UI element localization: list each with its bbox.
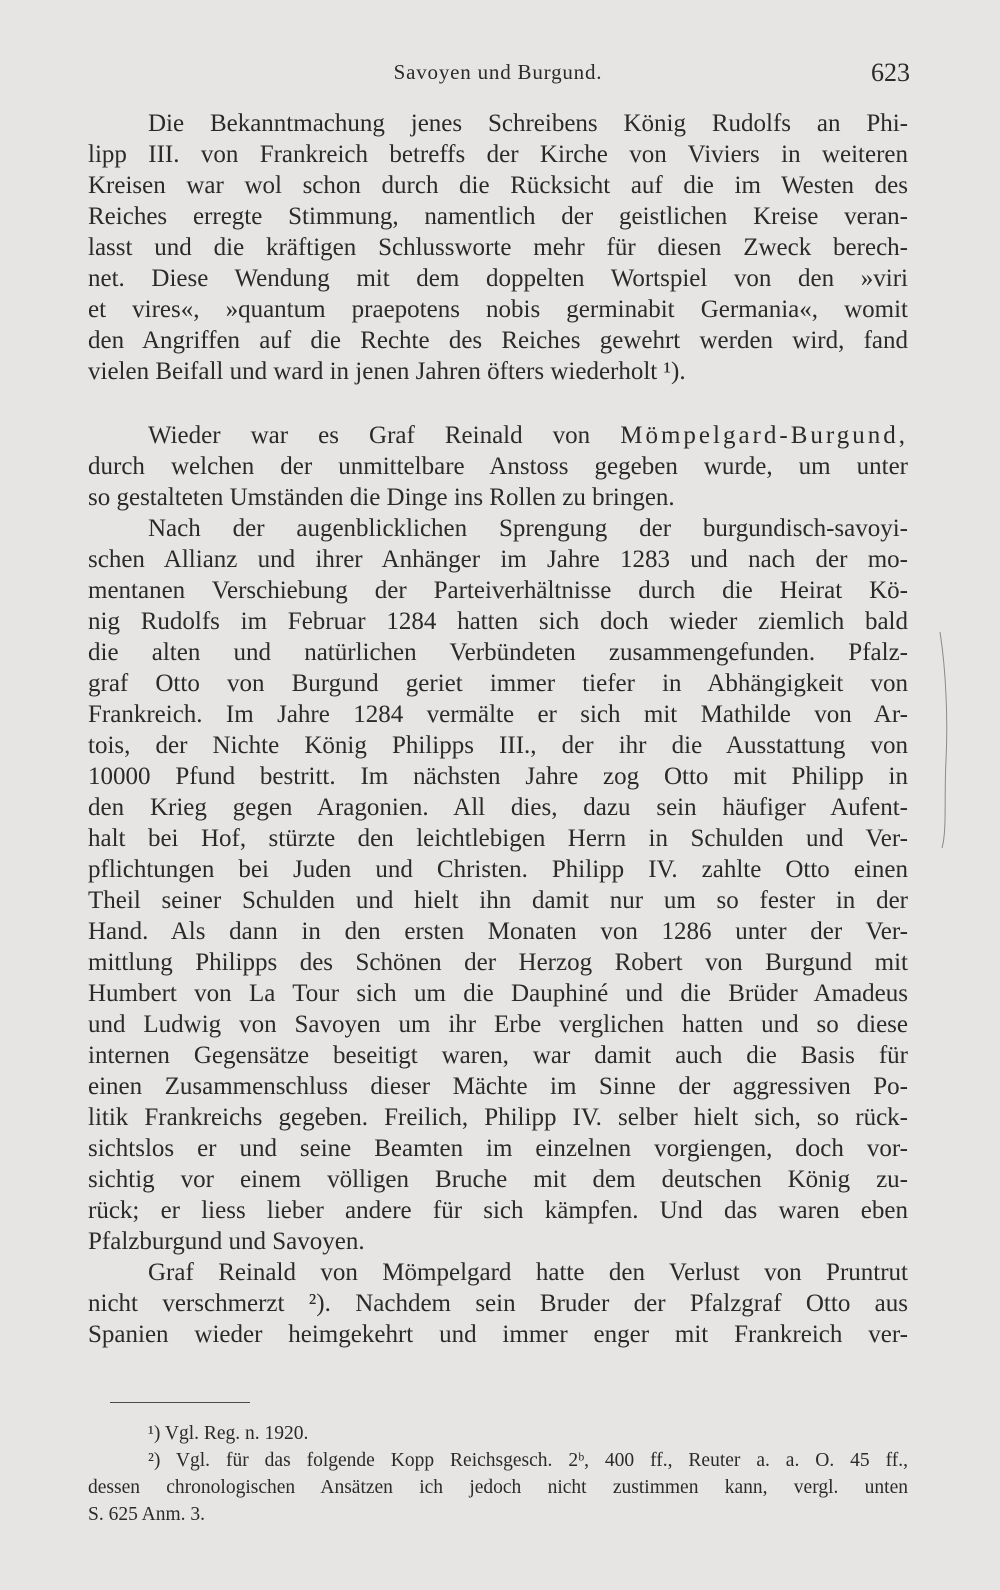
- text-line: die alten und natürlichen Verbündeten zusammengefunden. Pfalz-: [88, 639, 908, 666]
- footnote-separator: [110, 1402, 250, 1403]
- text-line: lipp III. von Frankreich betreffs der Kirche von Viviers in weiteren: [88, 141, 908, 168]
- text-line: internen Gegensätze beseitigt waren, war damit auch die Basis für: [88, 1042, 908, 1069]
- running-title: Savoyen und Burgund.: [393, 60, 603, 84]
- text-line: nig Rudolfs im Februar 1284 hatten sich doch wieder ziemlich bald: [88, 608, 908, 635]
- text-line: nicht verschmerzt ²). Nachdem sein Bruder der Pfalzgraf Otto aus: [88, 1290, 908, 1317]
- footnotes: [88, 1420, 908, 1528]
- text-line: graf Otto von Burgund geriet immer tiefer in Abhängigkeit von: [88, 670, 908, 697]
- footnote-line: dessen chronologischen Ansätzen ich jedoch nicht zustimmen kann, vergl. unten: [88, 1477, 908, 1498]
- text-line: Kreisen war wol schon durch die Rücksicht auf die im Westen des: [88, 172, 908, 199]
- text-line: Die Bekanntmachung jenes Schreibens König Rudolfs an Phi-: [148, 110, 908, 137]
- text-line: et vires«, »quantum praepotens nobis germinabit Germania«, womit: [88, 296, 908, 323]
- text-line: Frankreich. Im Jahre 1284 vermälte er sich mit Mathilde von Ar-: [88, 701, 908, 728]
- footnote-line: S. 625 Anm. 3.: [88, 1504, 206, 1525]
- text-line: Pfalzburgund und Savoyen.: [88, 1228, 365, 1255]
- text-line: 10000 Pfund bestritt. Im nächsten Jahre zog Otto mit Philipp in: [88, 763, 908, 790]
- text-line: halt bei Hof, stürzte den leichtlebigen Herrn in Schulden und Ver-: [88, 825, 908, 852]
- text-line: lasst und die kräftigen Schlussworte mehr für diesen Zweck berech-: [88, 234, 908, 261]
- text-line: durch welchen der unmittelbare Anstoss gegeben wurde, um unter: [88, 453, 908, 480]
- margin-pencil-mark: [938, 630, 952, 850]
- text-line: tois, der Nichte König Philipps III., der ihr die Ausstattung von: [88, 732, 908, 759]
- text-line: und Ludwig von Savoyen um ihr Erbe verglichen hatten und so diese: [88, 1011, 908, 1038]
- text-line: Theil seiner Schulden und hielt ihn damit nur um so fester in der: [88, 887, 908, 914]
- text-line: so gestalteten Umständen die Dinge ins Rollen zu bringen.: [88, 484, 675, 511]
- main-text: [88, 108, 908, 1350]
- footnote-line: ²) Vgl. für das folgende Kopp Reichsgesch. 2ᵇ, 400 ff., Reuter a. a. O. 45 ff.,: [148, 1450, 908, 1471]
- page-number: 623: [871, 58, 910, 87]
- text-line: sichtig vor einem völligen Bruche mit dem deutschen König zu-: [88, 1166, 908, 1193]
- emphasized-name: Mömpelgard-Burgund,: [620, 422, 908, 449]
- text-line: mentanen Verschiebung der Parteiverhältnisse durch die Heirat Kö-: [88, 577, 908, 604]
- text-line: einen Zusammenschluss dieser Mächte im Sinne der aggressiven Po-: [88, 1073, 908, 1100]
- text-line: litik Frankreichs gegeben. Freilich, Philipp IV. selber hielt sich, so rück-: [88, 1104, 908, 1131]
- running-header: [88, 56, 908, 92]
- footnote-line: ¹) Vgl. Reg. n. 1920.: [148, 1423, 309, 1444]
- text-line: pflichtungen bei Juden und Christen. Philipp IV. zahlte Otto einen: [88, 856, 908, 883]
- text-line: Humbert von La Tour sich um die Dauphiné und die Brüder Amadeus: [88, 980, 908, 1007]
- text-line: Reiches erregte Stimmung, namentlich der geistlichen Kreise veran-: [88, 203, 908, 230]
- text-line: Spanien wieder heimgekehrt und immer enger mit Frankreich ver-: [88, 1321, 908, 1348]
- text-line: mittlung Philipps des Schönen der Herzog Robert von Burgund mit: [88, 949, 908, 976]
- text-line: net. Diese Wendung mit dem doppelten Wortspiel von den »viri: [88, 265, 908, 292]
- text-line: schen Allianz und ihrer Anhänger im Jahre 1283 und nach der mo-: [88, 546, 908, 573]
- text-line: Graf Reinald von Mömpelgard hatte den Verlust von Pruntrut: [148, 1259, 908, 1286]
- text-line: den Angriffen auf die Rechte des Reiches gewehrt werden wird, fand: [88, 327, 908, 354]
- text-line: Nach der augenblicklichen Sprengung der burgundisch-savoyi-: [148, 515, 908, 542]
- text-line: rück; er liess lieber andere für sich kämpfen. Und das waren eben: [88, 1197, 908, 1224]
- section-gap: [88, 387, 908, 420]
- text-line: den Krieg gegen Aragonien. All dies, dazu sein häufiger Aufent-: [88, 794, 908, 821]
- text-line: sichtslos er und seine Beamten im einzelnen vorgiengen, doch vor-: [88, 1135, 908, 1162]
- text-line: Wieder war es Graf Reinald von Mömpelgard-Burgund,: [148, 422, 908, 449]
- text-line: Hand. Als dann in den ersten Monaten von 1286 unter der Ver-: [88, 918, 908, 945]
- text-line: vielen Beifall und ward in jenen Jahren öfters wiederholt ¹).: [88, 358, 686, 385]
